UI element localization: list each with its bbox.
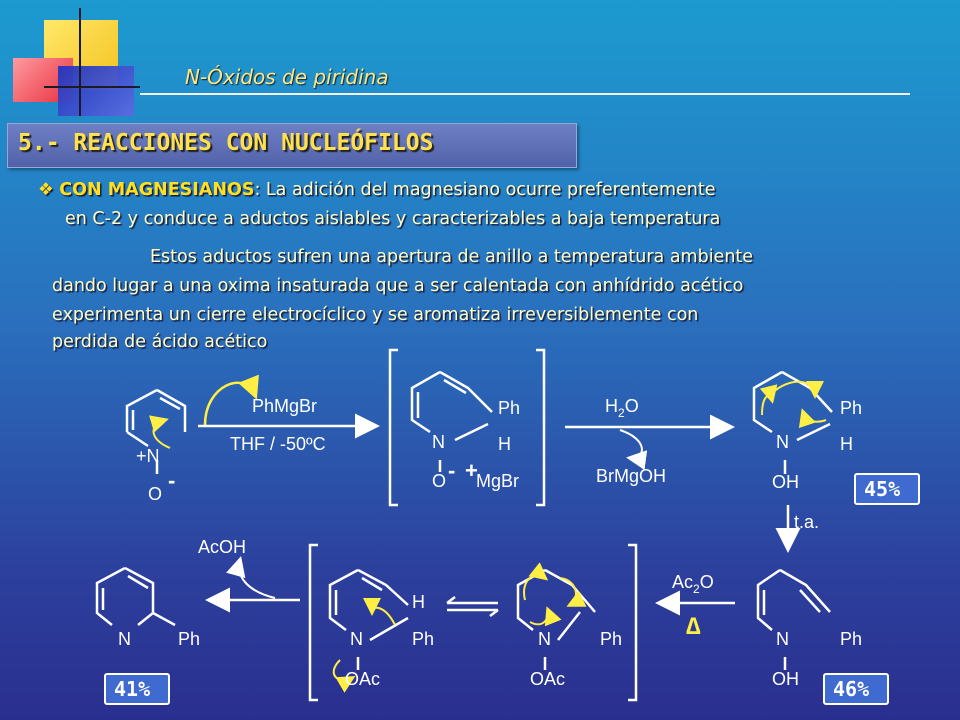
water-reagent [605, 396, 639, 420]
oh-label: OH [772, 472, 799, 492]
reagent-phmgbr: PhMgBr [252, 396, 318, 416]
byproduct-brmgoh: BrMgOH [596, 466, 667, 486]
curved-electron-arrow [205, 383, 255, 425]
paragraph-line-2: dando lugar a una oxima insaturada que a ser calentada con anhídrido acético [52, 276, 744, 296]
water-h: H [605, 396, 618, 416]
bullet-label: CON MAGNESIANOS [59, 180, 255, 200]
curved-electron-arrow [154, 420, 170, 448]
h-label: H [412, 592, 425, 612]
step-room-temp: t.a. [794, 512, 820, 532]
acetic-anhydride [672, 572, 714, 596]
byproduct-arrow-1 [620, 430, 642, 458]
o-label: O [432, 471, 447, 491]
oxide-minus-label: - [168, 468, 176, 493]
section-title: 5.- REACCIONES CON NUCLEÓFILOS [18, 130, 434, 156]
curved-electron-arrow [803, 412, 826, 422]
bullet-line-2: en C-2 y conduce a aductos aislables y caracterizables a baja temperatura [65, 209, 721, 229]
plus-label: + [465, 458, 478, 483]
n-label: N [350, 629, 363, 649]
oh-label: OH [772, 669, 799, 689]
yield-41: 41% [114, 677, 151, 701]
curved-electron-arrow [372, 608, 395, 625]
diamond-bullet-icon: ❖ [38, 180, 54, 200]
equilibrium-arrow-heads [447, 597, 498, 616]
h-label: H [840, 434, 853, 454]
byproduct-arrow-2 [239, 560, 275, 598]
ph-label: Ph [840, 629, 863, 649]
oac-label: OAc [345, 669, 381, 689]
curved-electron-arrow [530, 610, 548, 624]
ph-label: Ph [412, 629, 435, 649]
paragraph-line-4: perdida de ácido acético [52, 332, 268, 352]
n-label: N [776, 432, 789, 452]
triene-intermediate [518, 570, 595, 670]
n-label: N [538, 629, 551, 649]
paragraph-line-3: experimenta un cierre electrocíclico y se aromatiza irreversiblemente con [52, 305, 699, 325]
ph-label: Ph [498, 398, 521, 418]
cyclized-dihydropyridine [330, 570, 408, 670]
oac-label: OAc [530, 669, 566, 689]
2-phenylpyridine [97, 568, 175, 625]
minus-label: - [448, 458, 456, 483]
yield-45: 45% [864, 477, 901, 501]
heat-symbol: ∆ [686, 613, 701, 640]
n-label: N [432, 432, 445, 452]
topic-title: N-Óxidos de piridina [185, 65, 389, 89]
ac2o-o: O [699, 572, 714, 592]
unsaturated-oxime [758, 570, 830, 670]
mgbr-label: MgBr [476, 471, 520, 491]
water-subscript: 2 [618, 406, 625, 420]
ph-label: Ph [840, 398, 863, 418]
yield-46: 46% [833, 677, 870, 701]
bullet-line1-text: : La adición del magnesiano ocurre preferentemente [254, 180, 716, 200]
byproduct-acoh: AcOH [198, 537, 247, 557]
ph-label: Ph [600, 629, 623, 649]
oxide-o-label: O [148, 484, 163, 504]
h-label: H [498, 434, 511, 454]
n-plus-label: +N [136, 446, 160, 466]
dihydropyridine-adduct [412, 372, 492, 472]
ac2o-subscript: 2 [693, 582, 700, 596]
n-label: N [776, 629, 789, 649]
ac2o-ac: Ac [672, 572, 694, 592]
reagent-conditions: THF / -50ºC [230, 434, 326, 454]
paragraph-line-1: Estos aductos sufren una apertura de anillo a temperatura ambiente [150, 247, 754, 267]
ring-opening-intermediate [754, 372, 832, 474]
ph-label: Ph [178, 629, 201, 649]
curved-electron-arrow [762, 396, 772, 415]
water-o: O [624, 396, 639, 416]
n-label: N [118, 629, 131, 649]
